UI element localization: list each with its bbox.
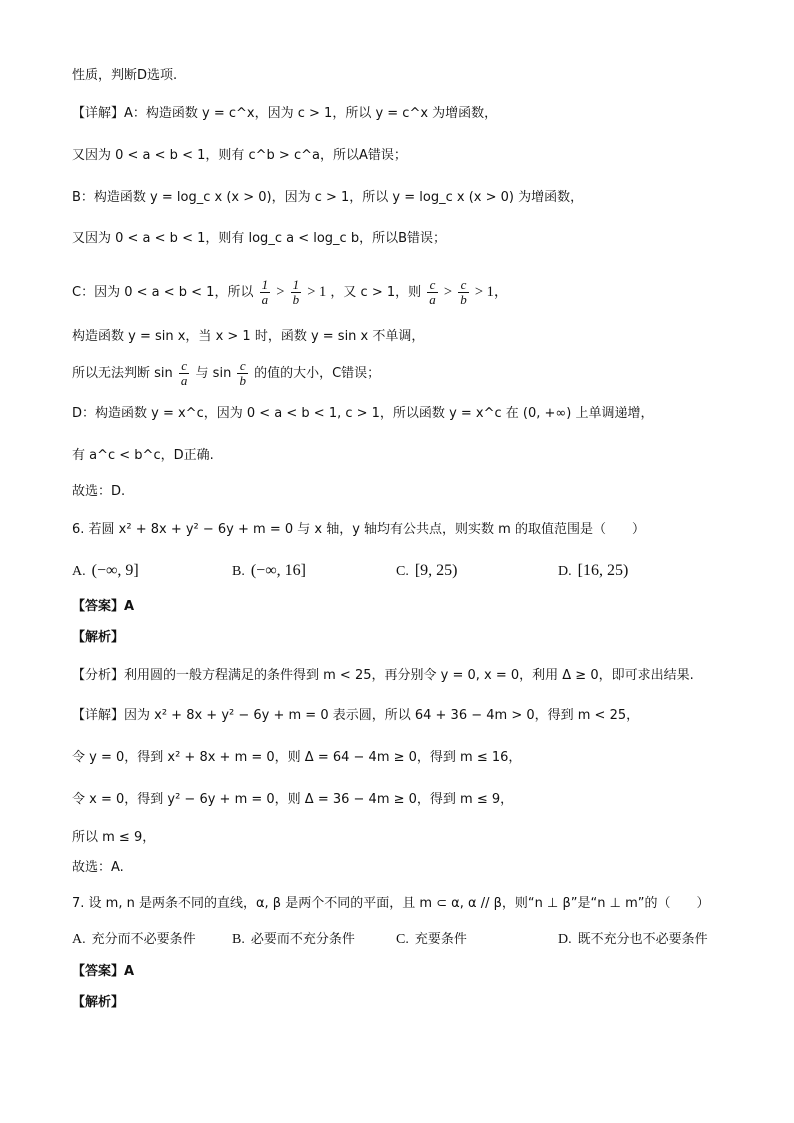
math-symbol: > <box>276 284 285 300</box>
math-symbol: > 1 <box>307 284 327 300</box>
option-value: (−∞, 16] <box>250 562 306 579</box>
fraction-numerator: c <box>181 358 188 373</box>
option-letter: C. <box>396 932 409 947</box>
text-line: 性质，判断D选项. <box>72 68 178 83</box>
text-line: 【详解】因为 x² + 8x + y² − 6y + m = 0 表示圆，所以 64 + 36 − 4m > 0，得到 m < 25， <box>72 708 640 723</box>
option-c <box>396 929 467 951</box>
fraction <box>458 278 469 307</box>
option-value: 充分而不必要条件 <box>91 932 196 947</box>
fraction-denominator: a <box>261 292 269 307</box>
option-letter: B. <box>232 564 245 579</box>
text-line: B：构造函数 y = log_c x (x > 0)，因为 c > 1，所以 y = log_c x (x > 0) 为增函数， <box>72 190 584 205</box>
option-a <box>72 560 139 583</box>
option-value: 充要条件 <box>414 932 467 947</box>
text-segment: ，又 c > 1，则 <box>330 285 422 300</box>
fraction-denominator: a <box>180 373 188 388</box>
option-a <box>72 929 196 951</box>
option-letter: A. <box>72 932 86 947</box>
math-symbol: > <box>443 284 453 300</box>
option-d <box>558 560 628 583</box>
question-7-stem: 7. 设 m, n 是两条不同的直线，α, β 是两个不同的平面，且 m ⊂ α, α // β，则“n ⊥ β”是“n ⊥ m”的（ ） <box>72 896 710 911</box>
text-line-fractions <box>72 278 508 307</box>
text-line-fractions <box>72 359 380 388</box>
fraction <box>237 359 248 388</box>
fraction <box>291 278 302 307</box>
fraction <box>260 278 271 307</box>
text-line: 有 a^c < b^c，D正确. <box>72 448 214 463</box>
text-line: 故选：D. <box>72 484 126 499</box>
text-line: 所以 m ≤ 9， <box>72 830 156 845</box>
fraction <box>179 359 190 388</box>
text-line: 【分析】利用圆的一般方程满足的条件得到 m < 25，再分别令 y = 0, x = 0，利用 Δ ≥ 0，即可求出结果. <box>72 668 694 683</box>
analysis-label: 【解析】 <box>72 995 125 1010</box>
fraction-numerator: c <box>460 277 467 292</box>
fraction-numerator: c <box>239 358 246 373</box>
fraction-denominator: b <box>239 373 246 388</box>
text-line: 令 x = 0，得到 y² − 6y + m = 0，则 Δ = 36 − 4m ≥ 0，得到 m ≤ 9， <box>72 792 514 807</box>
text-line: 又因为 0 < a < b < 1，则有 c^b > c^a，所以A错误； <box>72 148 407 163</box>
fraction-numerator: 1 <box>261 277 269 292</box>
text-line: 构造函数 y = sin x，当 x > 1 时，函数 y = sin x 不单调， <box>72 329 425 344</box>
math-symbol: > 1， <box>474 284 509 300</box>
option-value: (−∞, 9] <box>91 562 139 579</box>
fraction-numerator: 1 <box>292 277 300 292</box>
text-line: 故选：A. <box>72 860 124 875</box>
text-segment: C：因为 0 < a < b < 1，所以 <box>72 285 254 300</box>
text-line: D：构造函数 y = x^c，因为 0 < a < b < 1, c > 1，所以函数 y = x^c 在 (0, +∞) 上单调递增， <box>72 406 654 421</box>
option-letter: D. <box>558 932 572 947</box>
text-segment: 所以无法判断 sin <box>72 366 173 381</box>
option-letter: C. <box>396 564 409 579</box>
fraction <box>427 278 438 307</box>
fraction-denominator: b <box>292 292 300 307</box>
option-value: [9, 25) <box>414 562 458 579</box>
text-segment: 与 sin <box>195 366 232 381</box>
option-letter: B. <box>232 932 245 947</box>
text-line: 【详解】A：构造函数 y = c^x，因为 c > 1，所以 y = c^x 为增函数， <box>72 106 498 121</box>
fraction-denominator: a <box>429 292 436 307</box>
option-b <box>232 929 355 951</box>
question-6-stem: 6. 若圆 x² + 8x + y² − 6y + m = 0 与 x 轴，y 轴均有公共点，则实数 m 的取值范围是（ ） <box>72 522 645 537</box>
option-letter: D. <box>558 564 572 579</box>
option-c <box>396 560 458 583</box>
answer-label: 【答案】A <box>72 964 135 979</box>
analysis-label: 【解析】 <box>72 630 125 645</box>
answer-label: 【答案】A <box>72 599 135 614</box>
text-segment: 的值的大小，C错误； <box>254 366 381 381</box>
text-line: 又因为 0 < a < b < 1，则有 log_c a < log_c b，所以B错误； <box>72 231 446 246</box>
option-letter: A. <box>72 564 86 579</box>
option-d <box>558 929 708 951</box>
text-line: 令 y = 0，得到 x² + 8x + m = 0，则 Δ = 64 − 4m ≥ 0，得到 m ≤ 16， <box>72 750 522 765</box>
fraction-denominator: b <box>460 292 467 307</box>
option-b <box>232 560 306 583</box>
option-value: 既不充分也不必要条件 <box>577 932 708 947</box>
option-value: [16, 25) <box>577 562 629 579</box>
fraction-numerator: c <box>429 277 436 292</box>
option-value: 必要而不充分条件 <box>250 932 355 947</box>
